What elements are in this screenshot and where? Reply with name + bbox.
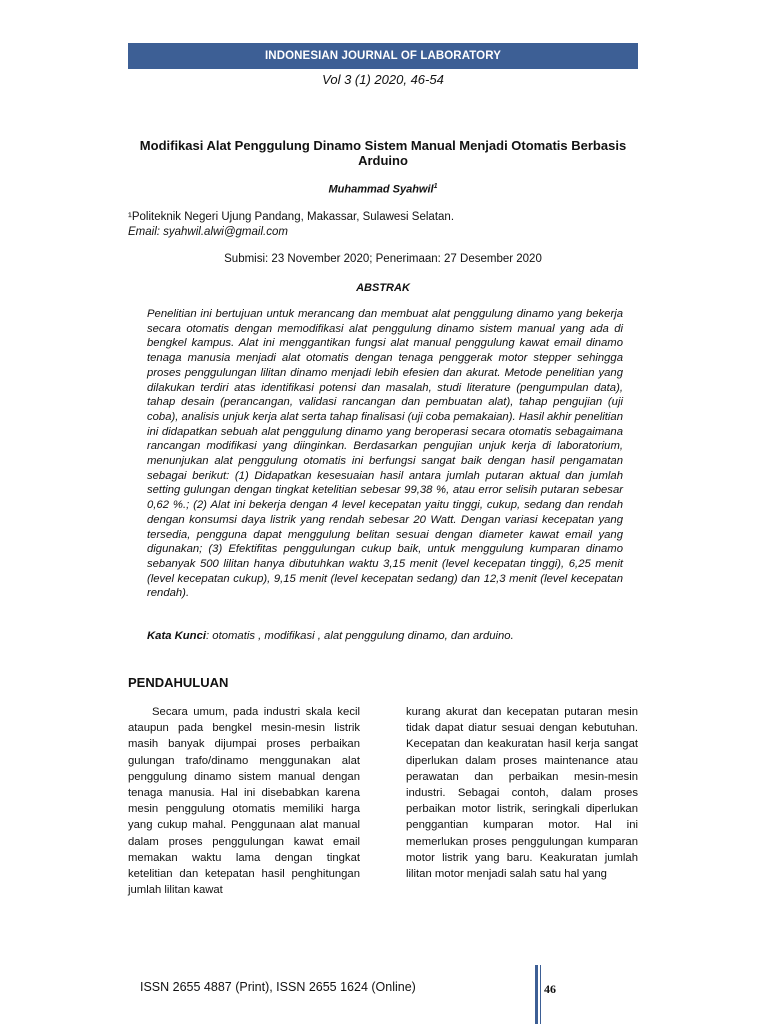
footer-issn: ISSN 2655 4887 (Print), ISSN 2655 1624 (Online) xyxy=(140,980,416,994)
paper-title: Modifikasi Alat Penggulung Dinamo Sistem Manual Menjadi Otomatis Berbasis Arduino xyxy=(139,138,627,168)
affiliation-institution: ¹Politeknik Negeri Ujung Pandang, Makassar, Sulawesi Selatan. xyxy=(128,211,455,223)
author-email: Email: syahwil.alwi@gmail.com xyxy=(128,226,288,238)
abstract-text: Penelitian ini bertujuan untuk merancang dan membuat alat penggulung dinamo yang bekerja secara otomatis dengan memodifikasi alat penggulung dinamo sistem manual yang ada di bengkel kampus. Alat ini menggantikan fungsi alat manual penggulung kawat email dinamo tenaga manusia menjadi alat otomatis dengan tenaga penggerak motor stepper sehingga proses penggulungan lilitan dinamo menjadi lebih efesien dan akurat. Metode penelitian yang dilakukan terdiri atas identifikasi potensi dan masalah, studi literature (pengumpulan data), tahap desain (perancangan, validasi rancangan dan pembuatan alat), tahap pengujian (uji coba), analisis unjuk kerja alat serta tahap finalisasi (uji coba pemakaian). Hasil akhir penelitian ini didapatkan sebuah alat penggulung dinamo yang beroperasi secara otomatis sebagaimana rancangan modifikasi yang diinginkan. Berdasarkan pengujian unjuk kerja di laboratorium, menunjukan alat penggulung otomatis ini berfungsi sangat baik dengan hasil pengamatan sebagai berikut: (1) Didapatkan kesesuaian hasil antara jumlah putaran aktual dan jumlah setting gulungan dengan tingkat ketelitian sebesar 99,38 %, atau error selisih putaran sebesar 0,62 %.; (2) Alat ini bekerja dengan 4 level kecepatan yaitu tinggi, cukup, sedang dan rendah dengan konsumsi daya listrik yang rendah sebesar 20 Watt. Dengan variasi kecepatan yang tersedia, pengguna dapat menggulung belitan sesuai dengan diameter kawat email yang digunakan; (3) Efektifitas penggulungan cukup baik, untuk menggulung kumparan dinamo sebanyak 500 lilitan hanya dibutuhkan waktu 3,15 menit (level kecepatan tinggi), 6,25 menit (level kecepatan cukup), 9,15 menit (level kecepatan sedang) dan 12,3 menit (level kecepatan rendah). xyxy=(147,308,623,600)
keywords-text: : otomatis , modifikasi , alat penggulung dinamo, dan arduino. xyxy=(206,630,514,642)
footer-divider-thin xyxy=(540,965,541,1024)
author-affil-mark: 1 xyxy=(433,183,438,190)
journal-banner xyxy=(128,43,638,69)
body-paragraph-left: Secara umum, pada industri skala kecil ataupun pada bengkel mesin-mesin listrik masih banyak dijumpai proses perbaikan gulungan trafo/dinamo menggunakan alat penggulung dinamo sistem manual dengan tenaga manusia. Hal ini disebabkan karena mesin penggulung otomatis memiliki harga yang cukup mahal. Penggunaan alat manual dalam proses penggulungan kawat email memakan waktu lama dengan tingkat ketelitian dan ketepatan hasil penghitungan jumlah lilitan kawat xyxy=(128,706,360,897)
submission-dates: Submisi: 23 November 2020; Penerimaan: 27 Desember 2020 xyxy=(224,253,542,265)
section-heading: PENDAHULUAN xyxy=(128,675,229,690)
author-line xyxy=(128,183,638,196)
footer-divider xyxy=(535,965,538,1024)
body-column-right xyxy=(406,704,638,882)
body-column-left xyxy=(128,704,360,898)
keywords-line xyxy=(147,630,623,642)
journal-name: INDONESIAN JOURNAL OF LABORATORY xyxy=(265,50,501,62)
affiliation-block xyxy=(128,210,638,240)
body-paragraph-right: kurang akurat dan kecepatan putaran mesin tidak dapat diatur sesuai dengan kebutuhan. Kecepatan dan keakuratan hasil kerja sangat diperlukan dalam proses maintenance atau perawatan dan perbaikan mesin-mesin industri. Sebagai contoh, dalam proses perbaikan motor listrik, seringkali diperlukan penggantian kumparan motor. Hal ini memerlukan proses penggulungan kumparan motor listrik yang baru. Keakuratan jumlah lilitan motor menjadi salah satu hal yang xyxy=(406,706,638,881)
author-name: Muhammad Syahwil xyxy=(328,183,434,196)
volume-info: Vol 3 (1) 2020, 46-54 xyxy=(322,72,444,87)
abstract-heading: ABSTRAK xyxy=(356,282,410,294)
page-number: 46 xyxy=(544,982,556,996)
keywords-label: Kata Kunci xyxy=(147,630,207,642)
